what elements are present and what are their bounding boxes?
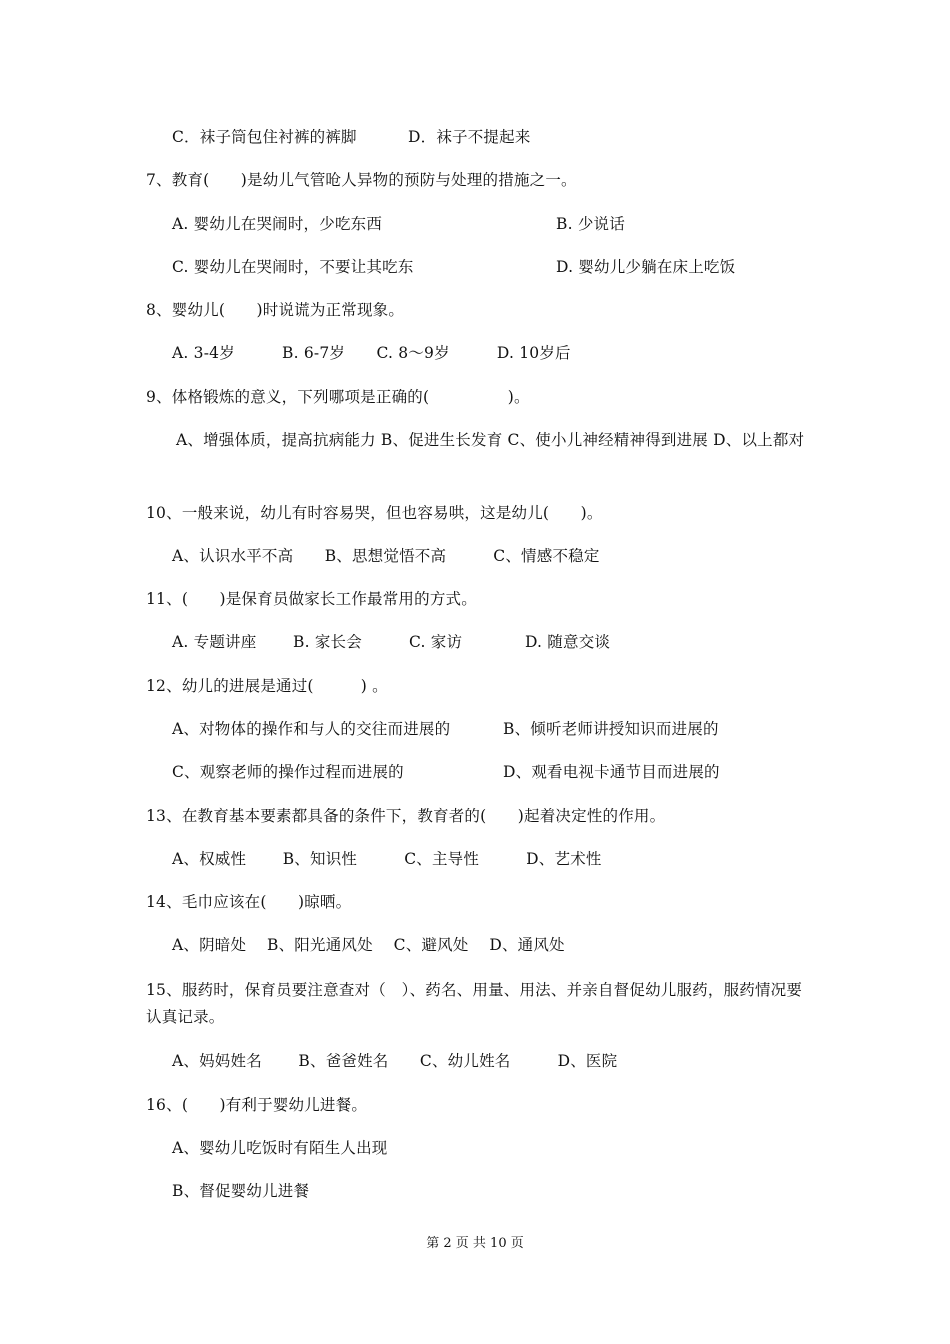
q16-option-a: A、婴幼儿吃饭时有陌生人出现 xyxy=(172,1139,388,1157)
q16-stem: 16、( )有利于婴幼儿进餐。 xyxy=(146,1096,368,1114)
q8-options: A. 3-4岁 B. 6-7岁 C. 8～9岁 D. 10岁后 xyxy=(172,344,571,362)
page-footer: 第 2 页 共 10 页 xyxy=(426,1236,524,1251)
q12-option-b: B、倾听老师讲授知识而进展的 xyxy=(503,720,719,738)
q7-option-a: A. 婴幼儿在哭闹时，少吃东西 xyxy=(172,215,383,233)
q7-stem: 7、教育( )是幼儿气管呛人异物的预防与处理的措施之一。 xyxy=(146,171,577,189)
q7-option-b: B. 少说话 xyxy=(556,215,625,233)
q13-stem: 13、在教育基本要素都具备的条件下，教育者的( )起着决定性的作用。 xyxy=(146,807,666,825)
q12-option-c: C、观察老师的操作过程而进展的 xyxy=(172,763,404,781)
q12-option-a: A、对物体的操作和与人的交往而进展的 xyxy=(172,720,451,738)
q15-options: A、妈妈姓名 B、爸爸姓名 C、幼儿姓名 D、医院 xyxy=(172,1052,618,1070)
q6-option-c: C．袜子筒包住衬裤的裤脚 xyxy=(172,128,357,146)
q7-option-d: D. 婴幼儿少躺在床上吃饭 xyxy=(556,258,736,276)
q10-stem: 10、一般来说，幼儿有时容易哭，但也容易哄，这是幼儿( )。 xyxy=(146,504,603,522)
q6-option-d: D．袜子不提起来 xyxy=(408,128,531,146)
q16-option-b: B、督促婴幼儿进餐 xyxy=(172,1182,310,1200)
q12-option-d: D、观看电视卡通节目而进展的 xyxy=(503,763,720,781)
q11-stem: 11、( )是保育员做家长工作最常用的方式。 xyxy=(146,590,477,608)
q15-stem: 15、服药时，保育员要注意查对（ ）、药名、用量、用法、并亲自督促幼儿服药，服药情况要认真记录。 xyxy=(146,981,803,1026)
q9-stem: 9、体格锻炼的意义，下列哪项是正确的( )。 xyxy=(146,388,530,406)
q12-stem: 12、幼儿的进展是通过( ) 。 xyxy=(146,677,388,695)
q14-stem: 14、毛巾应该在( )晾晒。 xyxy=(146,893,352,911)
q9-options: A、增强体质，提高抗病能力 B、促进生长发育 C、使小儿神经精神得到进展 D、以上都对 xyxy=(176,431,805,449)
q11-options: A. 专题讲座 B. 家长会 C. 家访 D. 随意交谈 xyxy=(172,633,611,651)
q10-options: A、认识水平不高 B、思想觉悟不高 C、情感不稳定 xyxy=(172,547,600,565)
q8-stem: 8、婴幼儿( )时说谎为正常现象。 xyxy=(146,301,405,319)
q14-options: A、阴暗处 B、阳光通风处 C、避风处 D、通风处 xyxy=(172,936,565,954)
q7-option-c: C. 婴幼儿在哭闹时，不要让其吃东 xyxy=(172,258,414,276)
q13-options: A、权威性 B、知识性 C、主导性 D、艺术性 xyxy=(172,850,602,868)
